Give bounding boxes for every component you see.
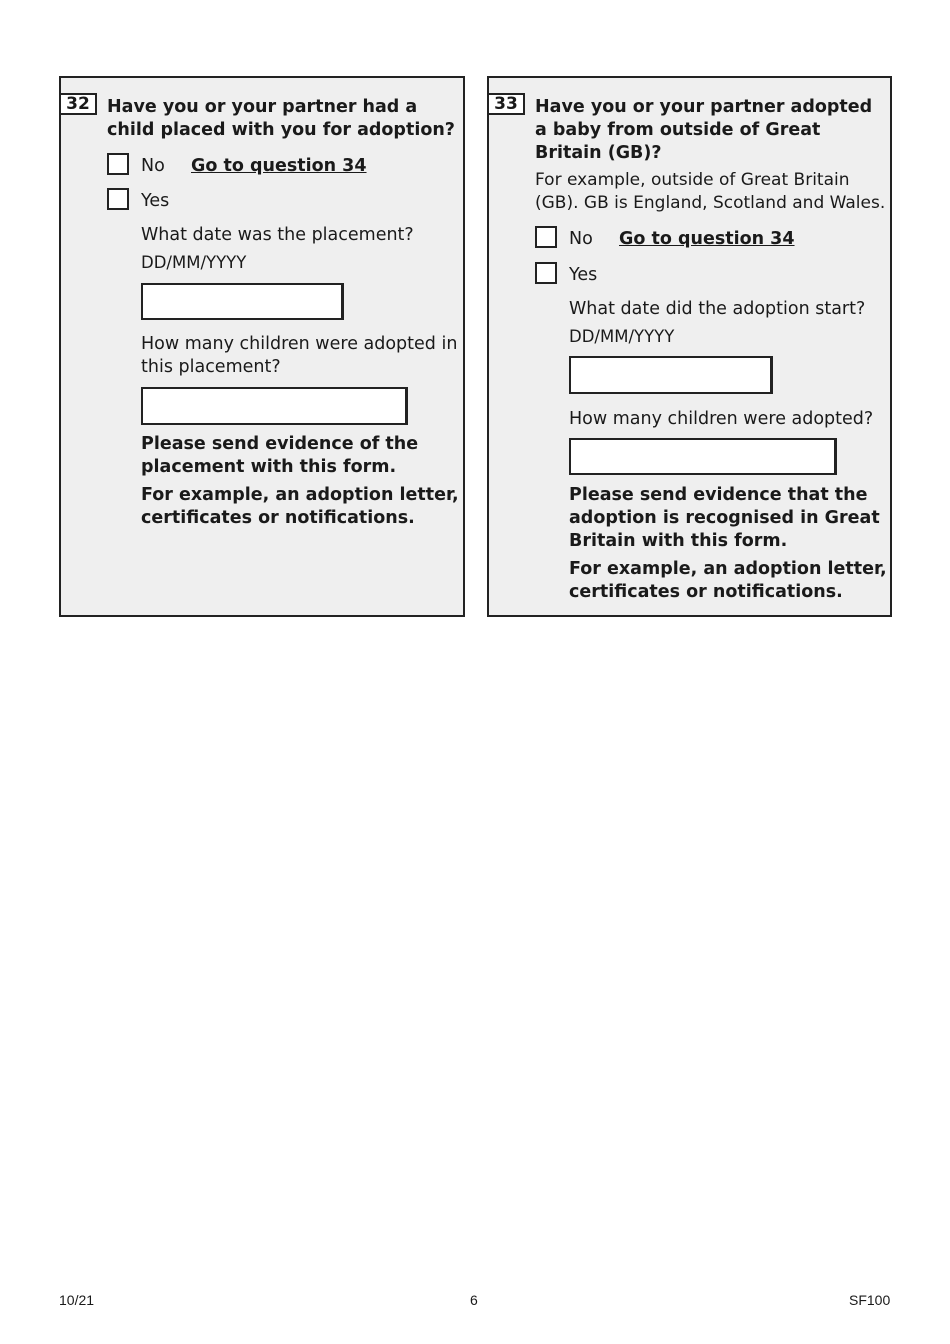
yes-label: Yes bbox=[141, 191, 170, 211]
yes-label: Yes bbox=[569, 265, 598, 285]
goto-question-34-link[interactable]: Go to question 34 bbox=[619, 229, 795, 249]
date-question: What date was the placement? bbox=[141, 225, 414, 245]
no-checkbox[interactable] bbox=[535, 226, 557, 248]
footer-page-number: 6 bbox=[470, 1292, 478, 1308]
example-note: For example, an adoption letter, certificates or notifications. bbox=[569, 559, 887, 602]
option-yes[interactable] bbox=[107, 188, 447, 214]
placement-date-input[interactable] bbox=[141, 283, 344, 320]
option-no[interactable] bbox=[535, 226, 875, 252]
no-label: No bbox=[569, 229, 593, 249]
children-count-input[interactable] bbox=[141, 387, 408, 425]
adoption-date-input[interactable] bbox=[569, 356, 773, 394]
goto-question-34-link[interactable]: Go to question 34 bbox=[191, 156, 367, 176]
count-question: How many children were adopted? bbox=[569, 409, 874, 429]
question-number: 32 bbox=[59, 93, 97, 115]
question-title: Have you or your partner adopted a baby from outside of Great Britain (GB)? bbox=[535, 97, 873, 163]
no-label: No bbox=[141, 156, 165, 176]
question-number: 33 bbox=[487, 93, 525, 115]
evidence-note: Please send evidence that the adoption is recognised in Great Britain with this form. bbox=[569, 485, 880, 551]
count-question: How many children were adopted in this placement? bbox=[141, 334, 458, 377]
footer-form-code: SF100 bbox=[849, 1292, 891, 1308]
date-format-hint: DD/MM/YYYY bbox=[569, 327, 675, 346]
yes-checkbox[interactable] bbox=[535, 262, 557, 284]
question-hint: For example, outside of Great Britain (GB). GB is England, Scotland and Wales. bbox=[535, 170, 886, 213]
option-yes[interactable] bbox=[535, 262, 875, 288]
date-format-hint: DD/MM/YYYY bbox=[141, 253, 247, 272]
question-title: Have you or your partner had a child placed with you for adoption? bbox=[107, 97, 455, 140]
question-33-panel bbox=[487, 76, 892, 617]
example-note: For example, an adoption letter, certificates or notifications. bbox=[141, 485, 459, 528]
yes-checkbox[interactable] bbox=[107, 188, 129, 210]
footer-version: 10/21 bbox=[59, 1292, 95, 1308]
children-count-input[interactable] bbox=[569, 438, 837, 475]
no-checkbox[interactable] bbox=[107, 153, 129, 175]
question-32-panel bbox=[59, 76, 465, 617]
evidence-note: Please send evidence of the placement with this form. bbox=[141, 434, 419, 477]
option-no[interactable] bbox=[107, 153, 447, 179]
date-question: What date did the adoption start? bbox=[569, 299, 866, 319]
